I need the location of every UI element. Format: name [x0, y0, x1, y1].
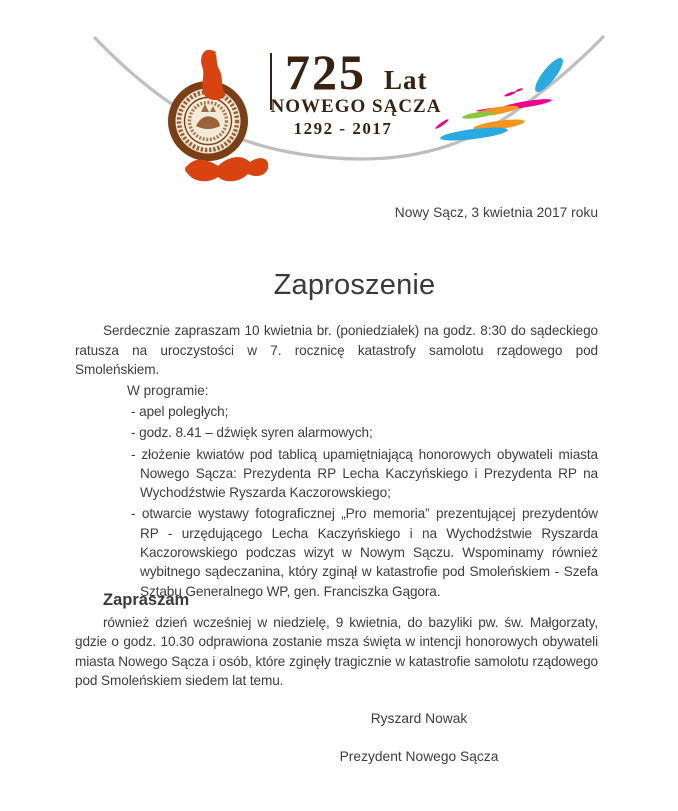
closing-heading: Zapraszam: [103, 591, 190, 609]
logo-unit: Lat: [384, 65, 428, 95]
date-line: Nowy Sącz, 3 kwietnia 2017 roku: [394, 205, 598, 220]
program-item: - apel poległych;: [131, 404, 229, 419]
seal-ribbon-bottom-icon: [185, 157, 268, 181]
seal-ribbon-top-icon: [201, 50, 226, 100]
signature-role: Prezydent Nowego Sącza: [339, 749, 499, 764]
color-leaves-icon: [435, 54, 568, 143]
magenta-dash-icon: [504, 91, 516, 98]
program-item: - godz. 8.41 – dźwięk syren alarmowych;: [131, 425, 373, 441]
green-leaf-icon: [462, 110, 494, 121]
program-item: - otwarcie wystawy fotograficznej „Pro memoria” prezentującej prezydentów RP - urzędującego Lecha Kaczyńskiego i na Wychodźstwie Ryszarda Kaczorowskiego podczas wizyt w Nowym Sączu. Wspominamy również wybitnego sądeczanina, który zginął w katastrofie pod Smoleńskiem - Szefa Sztabu Generalnego WP, gen. Franciszka Gągora.: [131, 506, 598, 599]
page-title: Zaproszenie: [273, 269, 436, 301]
intro-paragraph: Serdecznie zapraszam 10 kwietnia br. (poniedziałek) na godz. 8:30 do sądeckiego ratusza na uroczystości w 7. rocznicę katastrofy samolotu rządowego pod Smoleńskiem.: [75, 323, 598, 378]
program-item: - złożenie kwiatów pod tablicą upamiętniającą honorowych obywateli miasta Nowego Sącza: Prezydenta RP Lecha Kaczyńskiego i Prezydenta RP na Wychodźstwie Ryszarda Kaczorowskiego;: [131, 446, 598, 501]
anniversary-logo: [0, 0, 678, 210]
logo-years: 1292 - 2017: [293, 119, 393, 138]
wax-seal-icon: [168, 50, 268, 182]
logo-number: 725: [285, 44, 366, 100]
program-label: W programie:: [127, 383, 209, 398]
logo-city: NOWEGO SĄCZA: [270, 96, 442, 117]
signature-name: Ryszard Nowak: [370, 711, 468, 726]
magenta-dash-icon: [515, 88, 523, 93]
magenta-dash-icon: [435, 118, 450, 130]
program-list: [131, 402, 598, 603]
closing-paragraph: również dzień wcześniej w niedzielę, 9 kwietnia, do bazyliki pw. św. Małgorzaty, gdzie o godz. 10.30 odprawiona zostanie msza święta w intencji honorowych obywateli miasta Nowego Sącza i osób, które zginęły tragicznie w katastrofie samolotu rządowego pod Smoleńskiem siedem lat temu.: [75, 615, 598, 689]
